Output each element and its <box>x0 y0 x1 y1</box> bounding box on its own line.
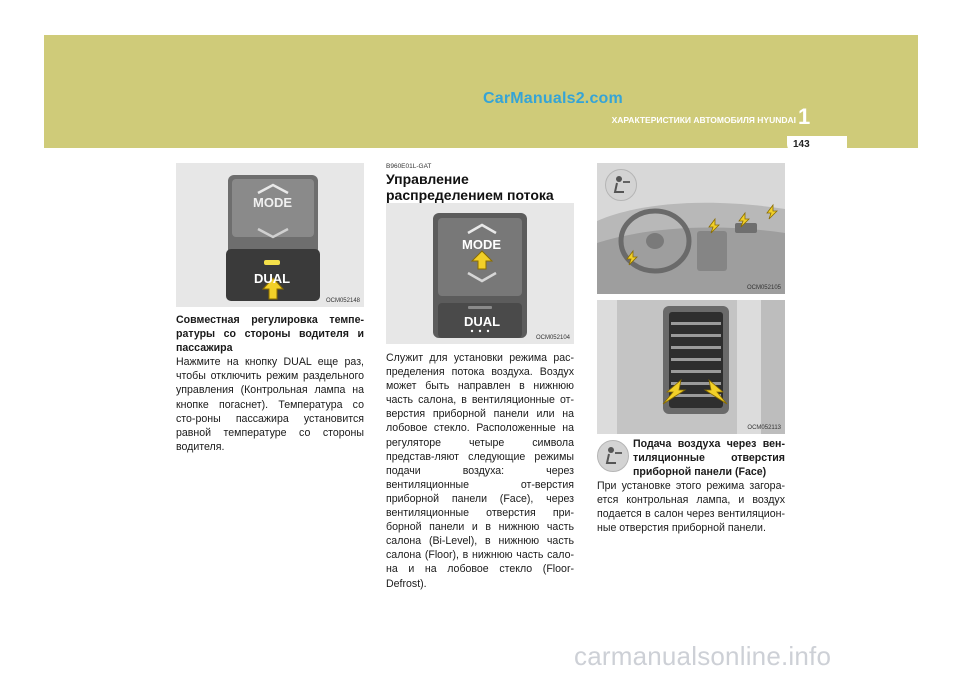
section-number: 1 <box>798 104 811 129</box>
vent-illustration <box>597 300 785 434</box>
right-body: При установке этого режима загора-ется контрольная лампа, и воздух подается в салон через вентиляцион-ные отверстия приборной панели. <box>597 480 785 535</box>
figure-code: OCM052113 <box>747 425 781 431</box>
face-mode-icon <box>597 440 629 472</box>
section-title: ХАРАКТЕРИСТИКИ АВТОМОБИЛЯ HYUNDAI <box>611 115 796 125</box>
left-body: Нажмите на кнопку DUAL еще раз, чтобы отключить режим раздельного управления (Контрольная лампа на кнопке погаснет). Температура со сто-роны пассажира установится равной температуре со стороны водителя. <box>176 356 364 453</box>
page-number: 143 <box>793 139 810 150</box>
figure-mode-button <box>386 203 574 344</box>
watermark: carmanualsonline.info <box>574 641 832 671</box>
dual-label: DUAL <box>464 314 501 329</box>
face-mode-icon <box>605 169 637 201</box>
header-band <box>44 35 918 148</box>
figure-code: OCM052104 <box>535 335 570 341</box>
figure-dashboard <box>597 163 785 294</box>
section-code: B960E01L-GAT <box>386 163 432 170</box>
dual-label: DUAL <box>254 271 291 286</box>
figure-dual-button <box>176 163 364 307</box>
figure-vent <box>597 300 785 434</box>
mode-label: MODE <box>462 237 501 252</box>
figure-code: OCM052148 <box>325 298 360 304</box>
site-logo[interactable]: CarManuals2.com <box>483 90 623 107</box>
figure-code: OCM052105 <box>746 285 781 291</box>
right-heading: Подача воздуха через вен-тиляционные отверстия приборной панели (Face) <box>633 438 785 479</box>
middle-heading: Управление распределением потока <box>386 171 554 203</box>
left-column-text <box>176 313 364 454</box>
left-heading: Совместная регулировка темпе-ратуры со стороны водителя и пассажира <box>176 314 364 355</box>
middle-body: Служит для установки режима рас-пределения потока воздуха. Воздух может быть направлен в нижнюю часть салона, в вентиляционные от-верстия приборной панели или на лобовое стекло. Расположенные на регуляторе четыре символа представ-ляют следующие режимы подачи воздуха: через вентиляционные от-верстия приборной панели (Face), через вентиляционные отверстия при-борной панели и в нижнюю часть салона (Bi-Level), в нижнюю часть салона (Floor), в нижнюю часть сало-на и на лобовое стекло (Floor-Defrost). <box>386 352 574 590</box>
mode-label: MODE <box>253 195 292 210</box>
